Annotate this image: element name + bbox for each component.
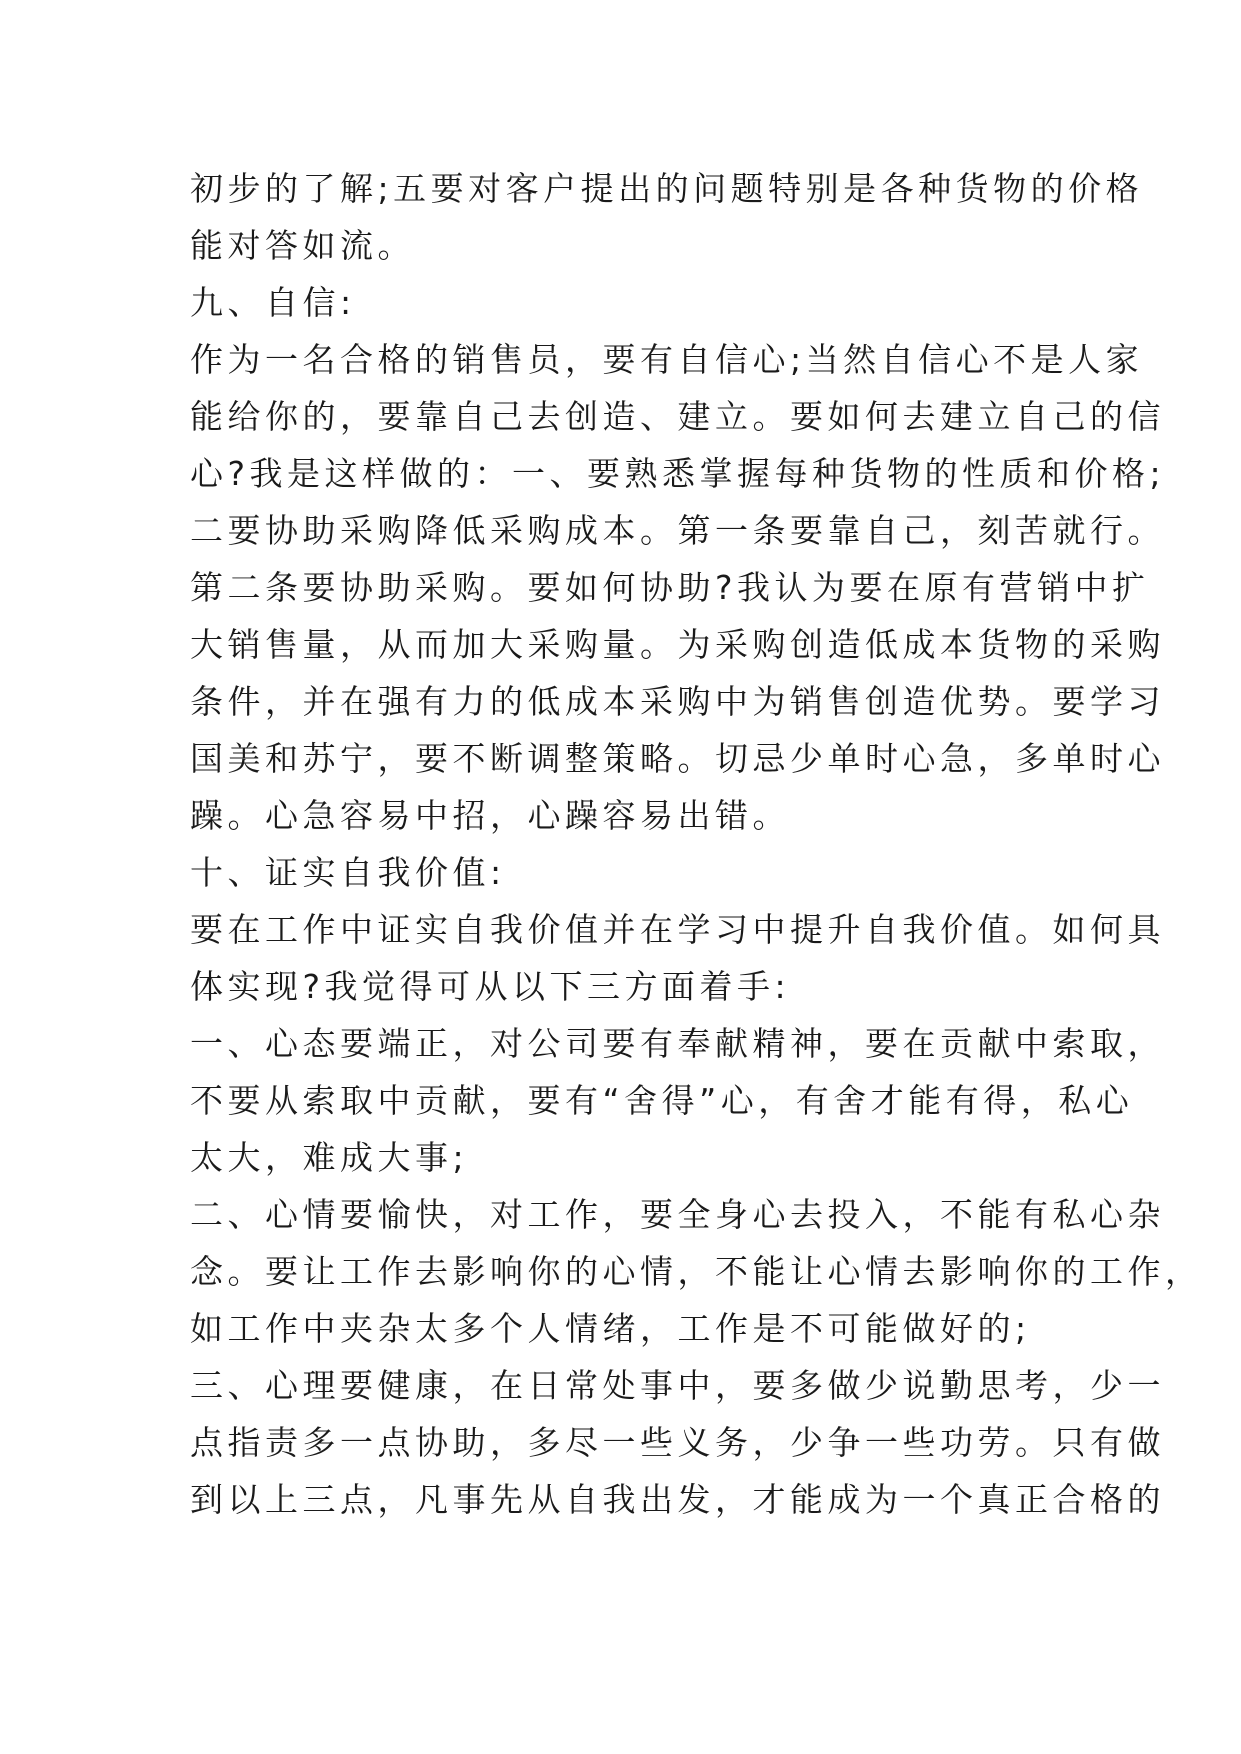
text-line: 条件，并在强有力的低成本采购中为销售创造优势。要学习 [190,682,1165,721]
text-line: 点指责多一点协助，多尽一些义务，少争一些功劳。只有做 [190,1423,1165,1462]
text-line: 作为一名合格的销售员，要有自信心;当然自信心不是人家 [190,340,1144,379]
section-heading: 九、自信: [190,283,356,322]
section-heading: 十、证实自我价值: [190,853,506,892]
text-line: 初步的了解;五要对客户提出的问题特别是各种货物的价格 [190,169,1144,208]
text-line: 能对答如流。 [190,226,415,265]
text-line: 要在工作中证实自我价值并在学习中提升自我价值。如何具 [190,910,1165,949]
text-line: 能给你的，要靠自己去创造、建立。要如何去建立自己的信 [190,397,1165,436]
text-line: 太大，难成大事; [190,1138,469,1177]
text-line: 躁。心急容易中招，心躁容易出错。 [190,796,790,835]
text-line: 如工作中夹杂太多个人情绪，工作是不可能做好的; [190,1309,1031,1348]
text-line: 心?我是这样做的：一、要熟悉掌握每种货物的性质和价格; [190,454,1166,493]
text-line: 二要协助采购降低采购成本。第一条要靠自己，刻苦就行。 [190,511,1165,550]
text-line: 三、心理要健康，在日常处事中，要多做少说勤思考，少一 [190,1366,1165,1405]
text-line: 国美和苏宁，要不断调整策略。切忌少单时心急，多单时心 [190,739,1165,778]
text-line: 大销售量，从而加大采购量。为采购创造低成本货物的采购 [190,625,1165,664]
text-line: 体实现?我觉得可从以下三方面着手: [190,967,791,1006]
text-line: 一、心态要端正，对公司要有奉献精神，要在贡献中索取， [190,1024,1165,1063]
text-line: 不要从索取中贡献，要有“舍得”心，有舍才能有得，私心 [190,1081,1134,1120]
text-line: 到以上三点，凡事先从自我出发，才能成为一个真正合格的 [190,1480,1165,1519]
text-line: 二、心情要愉快，对工作，要全身心去投入，不能有私心杂 [190,1195,1165,1234]
document-body [190,160,1203,1528]
text-line: 念。要让工作去影响你的心情，不能让心情去影响你的工作， [190,1252,1203,1291]
text-line: 第二条要协助采购。要如何协助?我认为要在原有营销中扩 [190,568,1150,607]
